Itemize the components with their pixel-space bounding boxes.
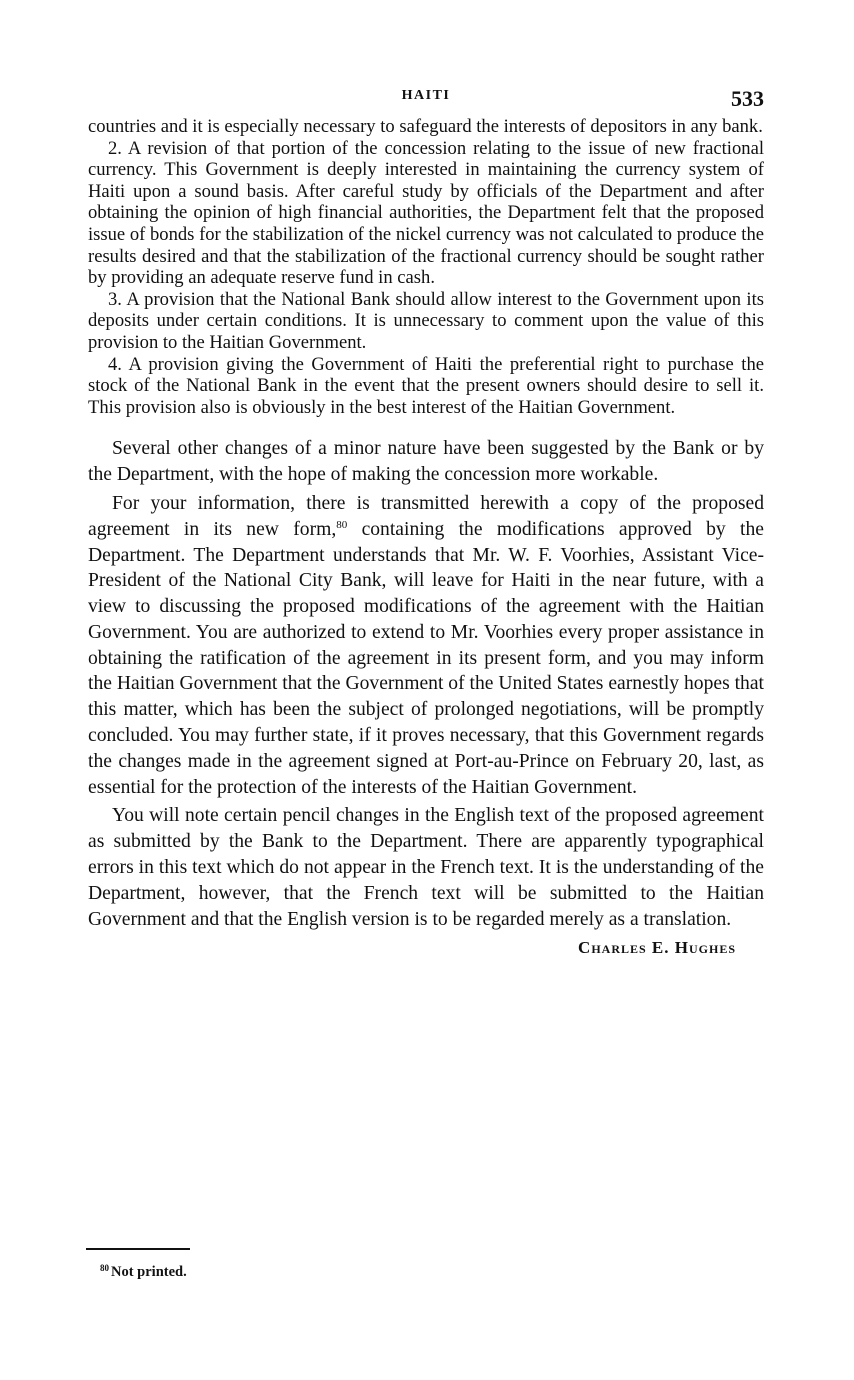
paragraph-2-text-end: containing the modifications approved by the Department. The Department understands that Mr. W. F. Voorhies, Assistant Vice-President of the National City Bank, will leave for Haiti in the near future, with a view to discussing the proposed modifications of the agreement with the Haitian Government. You are authorized to extend to Mr. Voorhies every proper assistance in obtaining the ratification of the agreement in its present form, and you may inform the Haitian Government that the Government of the United States earnestly hopes that this matter, which has been the subject of prolonged negotiations, will be promptly concluded. You may further state, if it proves necessary, that this Government regards the changes made in the agreement signed at Port-au-Prince on February 20, last, as essential for the protection of the interests of the Haitian Government. bbox=[88, 518, 764, 798]
footnote bbox=[100, 1264, 187, 1281]
body-paragraph-1: Several other changes of a minor nature have been suggested by the Bank or by the Department, with the hope of making the concession more workable. bbox=[88, 438, 764, 486]
letter-body bbox=[88, 436, 764, 932]
running-head: HAITI bbox=[401, 88, 451, 103]
page-header bbox=[88, 80, 764, 116]
footnote-divider bbox=[86, 1248, 190, 1250]
footnote-marker: 80 bbox=[100, 1263, 109, 1273]
signature: Charles E. Hughes bbox=[578, 938, 736, 958]
page-number: 533 bbox=[731, 86, 764, 111]
footnote-text: Not printed. bbox=[111, 1264, 187, 1280]
list-item-3: 3. A provision that the National Bank should allow interest to the Government upon its deposits under certain conditions. It is unnecessary to comment upon the value of this provision to the Haitian Government. bbox=[88, 288, 764, 353]
footnote-reference: 80 bbox=[336, 518, 348, 531]
continuation-paragraph: countries and it is especially necessary to safeguard the interests of depositors in any bank. bbox=[88, 116, 763, 137]
paragraph-2-text-start: For your information, there is transmitted herewith a copy of the proposed agreement in its new form, bbox=[88, 492, 764, 540]
document-page bbox=[88, 80, 764, 958]
enumerated-list bbox=[88, 116, 764, 418]
body-paragraph-3: You will note certain pencil changes in the English text of the proposed agreement as submitted by the Bank to the Department. There are apparently typographical errors in this text which do not appear in the French text. It is the understanding of the Department, however, that the French text will be submitted to the Haitian Government and that the English version is to be regarded merely as a translation. bbox=[88, 805, 764, 930]
body-paragraph-2 bbox=[88, 491, 764, 801]
list-item-2: 2. A revision of that portion of the concession relating to the issue of new fractional currency. This Government is deeply interested in maintaining the currency system of Haiti upon a sound basis. After careful study by officials of the Department and after obtaining the opinion of high financial authorities, the Department felt that the proposed issue of bonds for the stabilization of the nickel currency was not calculated to produce the results desired and that the stabilization of the fractional currency should be sought rather by providing an adequate reserve fund in cash. bbox=[88, 137, 764, 289]
list-item-4: 4. A provision giving the Government of Haiti the preferential right to purchase the stock of the National Bank in the event that the present owners should desire to sell it. This provision also is obviously in the best interest of the Haitian Government. bbox=[88, 353, 764, 418]
